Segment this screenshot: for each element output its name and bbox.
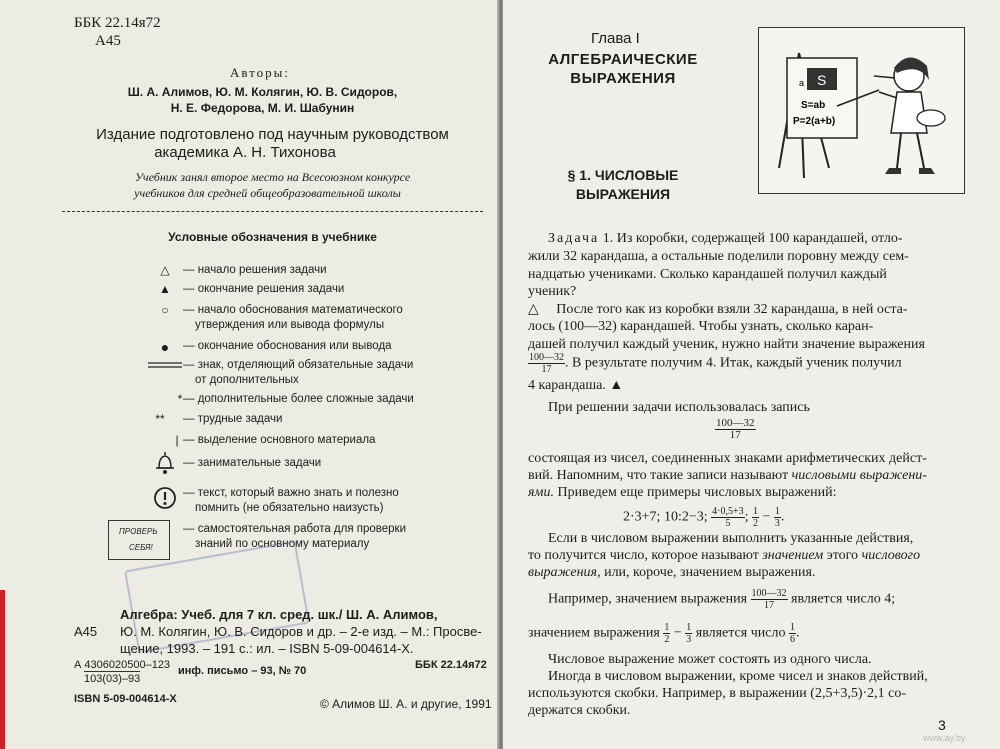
bbk-code: ББК 22.14я72 — [74, 15, 161, 31]
example-fraction — [774, 506, 781, 529]
fraction-denominator: 3 — [774, 518, 780, 529]
illus-formula-1: S=ab — [801, 100, 826, 111]
text: значением выражения — [528, 625, 660, 641]
illus-a: a — [799, 78, 805, 88]
fraction — [751, 588, 788, 611]
legend-text: — выделение основного материала — [183, 434, 376, 446]
task-text: 1. Из коробки, содержащей 100 карандашей, отло- — [602, 231, 903, 246]
example-expr: 2·3+7; 10:2−3; — [623, 509, 708, 525]
watermark: www.ay.by — [923, 733, 966, 743]
asterisk-icon: * — [177, 392, 183, 406]
solution-line-2: лось (100—32) карандашей. Чтобы узнать, сколько каран- — [528, 319, 874, 334]
fraction-denominator: 6 — [789, 634, 795, 645]
code-prefix: А — [74, 659, 82, 671]
fraction-numerator: 1 — [686, 622, 692, 633]
legend-text: — окончание решения задачи — [183, 283, 345, 295]
legend-text: — начало решения задачи — [183, 264, 327, 276]
fraction-denominator: 3 — [686, 634, 692, 645]
paragraph-6: значением выражения $\frac{1}{2}$ − $\frac{1}{3}$ является число $\frac{1}{6}$ . — [528, 622, 800, 645]
award-line-2: учебников для средней общеобразовательной школы — [134, 186, 401, 200]
catalog-entry — [120, 607, 437, 622]
legend-text: — самостоятельная работа для проверки — [183, 523, 407, 535]
fraction-denominator: 17 — [764, 600, 775, 611]
filled-triangle-icon: ▲ — [159, 282, 171, 296]
chapter-title-1: АЛГЕБРАИЧЕСКИЕ — [548, 51, 698, 68]
fraction-denominator: 2 — [664, 634, 670, 645]
text: то получится число, которое называют — [528, 548, 763, 563]
fraction-numerator: 4·0,5+3 — [712, 506, 744, 517]
paragraph-4-line-2 — [528, 548, 948, 564]
solution-line-4 — [528, 352, 948, 375]
fraction-numerator: 1 — [789, 622, 795, 633]
legend-text: утверждения или вывода формулы — [195, 319, 385, 331]
authors-label: Авторы: — [229, 65, 291, 80]
paragraph-5 — [548, 588, 968, 611]
term: числовыми выражени- — [791, 468, 927, 483]
bbk-bottom: ББК 22.14я72 — [415, 659, 487, 671]
legend-text: помнить (не обязательно наизусть) — [195, 502, 384, 514]
isbn: ISBN 5-09-004614-X — [74, 693, 177, 705]
paragraph-3-line-1: состоящая из чисел, соединенных знаками арифметических дейст- — [528, 451, 927, 466]
solution-line-3: дашей получил каждый ученик, нужно найти значение выражения — [528, 337, 925, 352]
fraction-denominator: 2 — [753, 518, 758, 529]
fraction — [685, 622, 692, 645]
page-number: 3 — [938, 717, 946, 733]
term: числового — [861, 548, 921, 563]
fraction-numerator: 100—32 — [751, 588, 787, 599]
catalog-line-2: Ю. М. Колягин, Ю. В. Сидоров и др. – 2-е изд. – М.: Просве- — [120, 624, 482, 639]
legend-text: — знак, отделяющий обязательные задачи — [183, 359, 414, 371]
text: или, короче, значением выражения. — [600, 565, 816, 580]
solution-text: . В результате получим 4. Итак, каждый ученик получил — [565, 355, 902, 371]
catalog-head: Алгебра: Учеб. для 7 кл. сред. шк./ Ш. А. Алимов, — [120, 607, 438, 622]
legend-title: Условные обозначения в учебнике — [168, 230, 377, 244]
double-asterisk-icon: ** — [155, 412, 165, 426]
paragraph-3-line-2 — [528, 468, 948, 484]
task-line-3: надцатью учениками. Сколько карандашей получил каждый — [528, 267, 887, 282]
a45-label: А45 — [95, 33, 121, 49]
task-line-2: жили 32 карандаша, а остальные поделили поровну между сем- — [528, 249, 909, 264]
task-line-4: ученик? — [528, 284, 577, 299]
text: Например, значением выражения — [548, 591, 748, 607]
task-label: Задача — [548, 231, 600, 246]
self-check-label-1: ПРОВЕРЬ — [119, 527, 158, 536]
fraction — [789, 622, 796, 645]
filled-triangle-icon: ▲ — [609, 378, 624, 393]
chapter-number: Глава I — [591, 30, 640, 47]
filled-circle-icon: ● — [160, 339, 170, 355]
text: этого — [823, 548, 862, 563]
legend-text: — трудные задачи — [183, 413, 283, 425]
text: является число 4; — [791, 591, 896, 607]
paragraph-2: При решении задачи использовалась запись — [548, 400, 810, 415]
solution-line-5 — [528, 378, 948, 394]
paragraph-8-line-1: Иногда в числовом выражении, кроме чисел и знаков действий, — [548, 669, 928, 684]
legend-text: знаний по основному материалу — [195, 538, 370, 550]
legend-text: — текст, который важно знать и полезно — [183, 487, 399, 499]
task-line-1 — [528, 231, 948, 247]
text: Приведем еще примеры числовых выражений: — [553, 485, 837, 500]
paragraph-4-line-3 — [528, 565, 948, 581]
fraction-numerator: 100—32 — [529, 352, 564, 363]
paragraph-3-line-3 — [528, 485, 948, 501]
section-title-2: ВЫРАЖЕНИЯ — [575, 186, 671, 202]
examples-line: 2·3+7; 10:2−3; $\frac{4\cdot 0,5+3}{5}$ ; $\frac{1}{2}$ − $\frac{1}{3}$ . — [623, 506, 785, 529]
text: является число — [695, 625, 786, 641]
open-triangle-icon: △ — [160, 263, 170, 277]
example-fraction — [711, 506, 744, 529]
code-top-value: 4306020500–123 — [84, 659, 171, 671]
copyright: © Алимов Ш. А. и другие, 1991 — [320, 697, 492, 711]
fraction-denominator: 5 — [725, 518, 731, 529]
fraction-denominator: 17 — [729, 429, 741, 441]
paragraph-8-line-2: используются скобки. Например, в выражении (2,5+3,5)·2,1 со- — [528, 686, 907, 701]
pinocchio-illustration — [758, 27, 965, 194]
edition-line-1: Издание подготовлено под научным руководством — [96, 126, 449, 143]
self-check-box — [108, 520, 170, 560]
fraction-numerator: 1 — [774, 506, 780, 517]
catalog-line-3: щение, 1993. – 191 с.: ил. – ISBN 5-09-004614-X. — [120, 641, 414, 656]
text: вий. Напомним, что такие записи называют — [528, 468, 792, 483]
edition-line-2: академика А. Н. Тихонова — [154, 144, 336, 161]
open-circle-icon: ○ — [161, 303, 169, 317]
solution-line-1 — [528, 301, 948, 318]
fraction-denominator: 17 — [541, 364, 552, 375]
fraction-numerator: 1 — [753, 506, 758, 517]
open-triangle-icon: △ — [528, 302, 539, 317]
code-bottom: 103(03)–93 — [84, 673, 141, 685]
term: ями. — [528, 485, 554, 500]
code-top — [74, 659, 170, 671]
solution-text: После того как из коробки взяли 32 карандаша, в ней оста- — [556, 302, 908, 317]
legend-text: — начало обоснования математического — [183, 304, 403, 316]
term: значением — [762, 548, 824, 563]
authors-line-2: Н. Е. Федорова, М. И. Шабунин — [170, 101, 355, 115]
self-check-label-2: СЕБЯ! — [129, 543, 153, 552]
term: выражения, — [528, 565, 601, 580]
fraction — [528, 352, 565, 375]
paragraph-4-line-1: Если в числовом выражении выполнить указанные действия, — [548, 531, 914, 546]
legend-text: — окончание обоснования или вывода — [183, 340, 392, 352]
fraction-numerator: 100—32 — [716, 417, 755, 429]
legend-text: — дополнительные более сложные задачи — [183, 393, 414, 405]
right-page — [503, 0, 1000, 749]
center-fraction — [715, 418, 756, 441]
cover-edge — [0, 590, 5, 749]
illus-formula-2: P=2(a+b) — [793, 116, 836, 127]
inf-letter: инф. письмо – 93, № 70 — [178, 665, 307, 677]
catalog-a45: А45 — [74, 624, 98, 639]
paragraph-8-line-3: держатся скобки. — [528, 703, 631, 718]
vertical-bar-icon: | — [175, 433, 179, 447]
paragraph-7: Числовое выражение может состоять из одного числа. — [548, 652, 872, 667]
legend-text: от дополнительных — [195, 374, 299, 386]
fraction — [663, 622, 670, 645]
award-line-1: Учебник занял второе место на Всесоюзном конкурсе — [134, 170, 411, 184]
legend-text: — занимательные задачи — [183, 457, 322, 469]
chapter-title-2: ВЫРАЖЕНИЯ — [570, 70, 676, 87]
illus-s: S — [817, 72, 827, 88]
section-title-1: § 1. ЧИСЛОВЫЕ — [567, 167, 679, 183]
solution-text: 4 карандаша. — [528, 378, 606, 393]
fraction-numerator: 1 — [664, 622, 670, 633]
divider — [62, 211, 483, 212]
example-fraction — [752, 506, 759, 529]
authors-line-1: Ш. А. Алимов, Ю. М. Колягин, Ю. В. Сидоров, — [127, 85, 398, 99]
